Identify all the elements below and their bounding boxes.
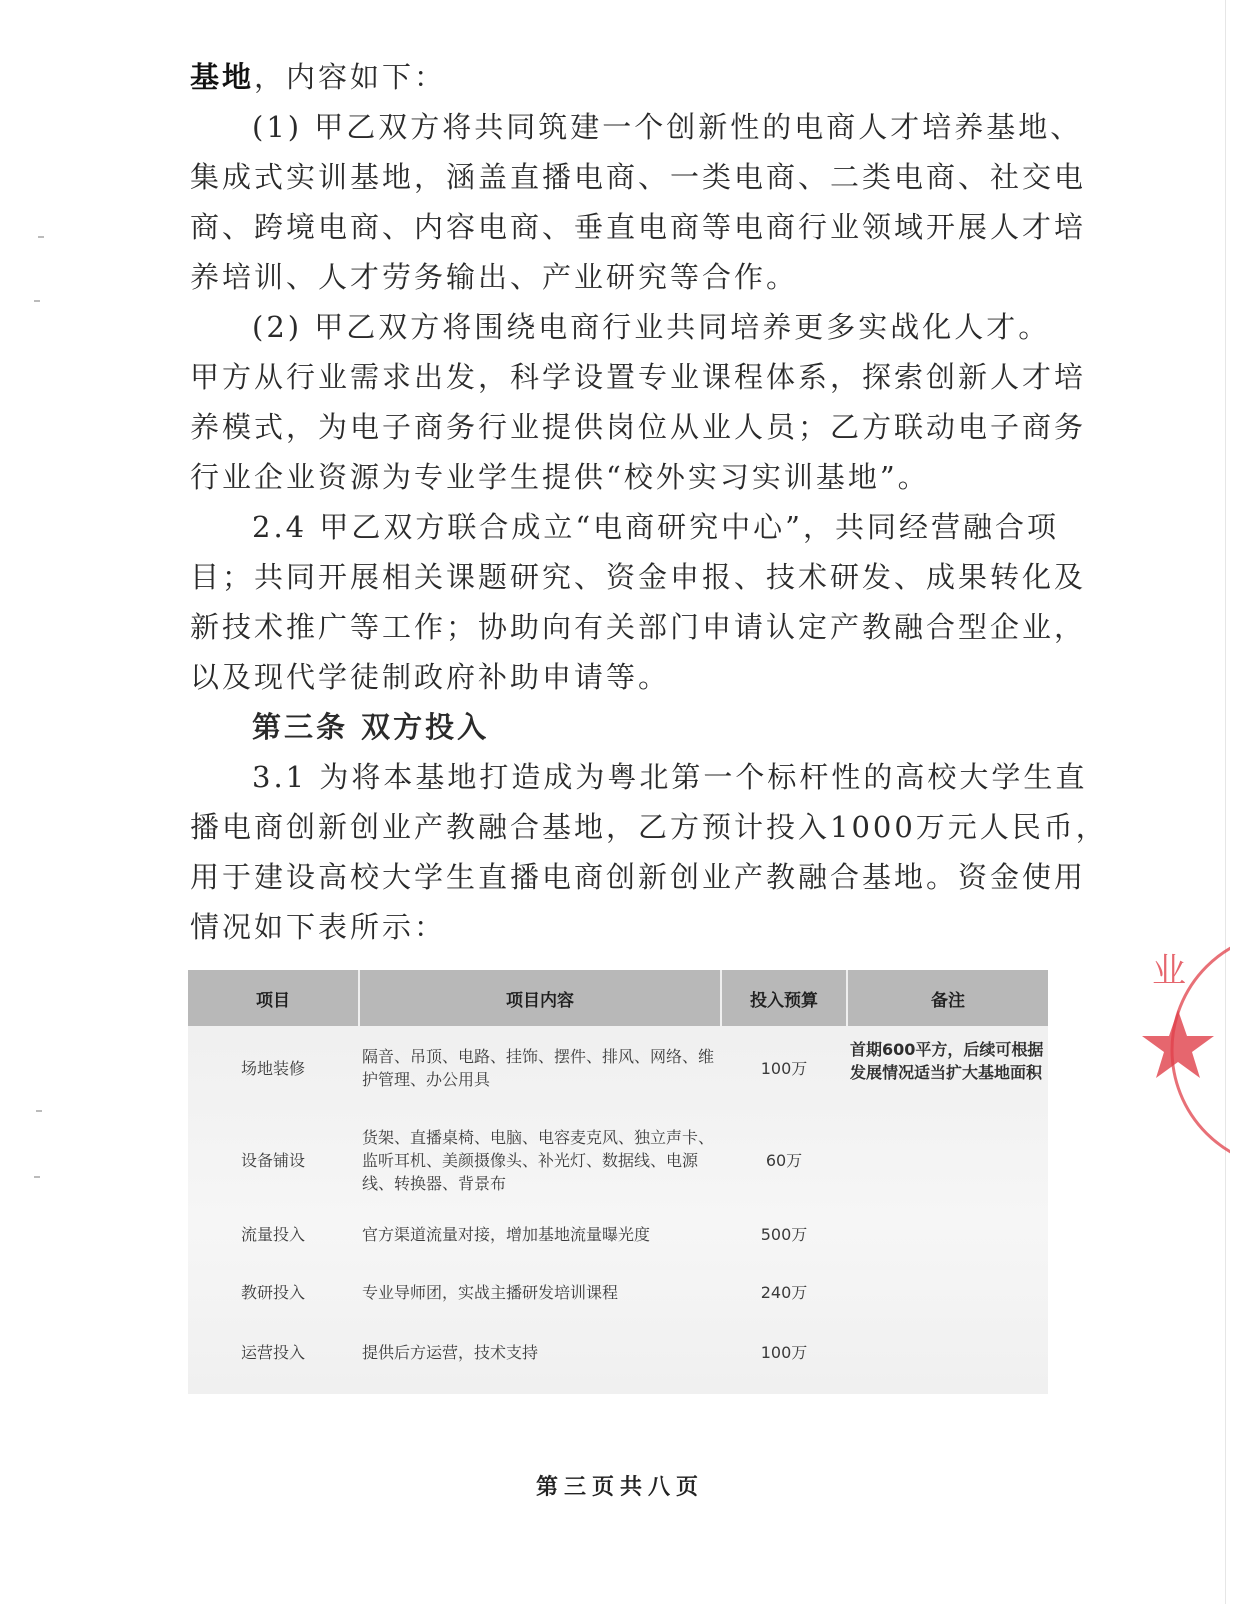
section-heading: 第三条 双方投入	[252, 710, 490, 744]
table-header-content: 项目内容	[360, 970, 720, 1026]
cell-budget: 60万	[765, 1150, 803, 1170]
cell-budget: 240万	[760, 1282, 808, 1302]
text-line: 商、跨境电商、内容电商、垂直电商等电商行业领域开展人才培	[190, 210, 1087, 244]
body-text	[190, 52, 1108, 952]
text-line: 行业企业资源为专业学生提供“校外实习实训基地”。	[190, 460, 930, 494]
cell-item: 流量投入	[240, 1224, 305, 1244]
text-line: 新技术推广等工作；协助向有关部门申请认定产教融合型企业，	[190, 610, 1087, 644]
cell-item: 场地装修	[240, 1058, 305, 1078]
table-header-item: 项目	[188, 970, 358, 1026]
cell-item: 设备铺设	[240, 1150, 305, 1170]
page-number: 第三页共八页	[535, 1475, 704, 1500]
text-line: 养培训、人才劳务输出、产业研究等合作。	[190, 260, 799, 294]
cell-content: 货架、直播桌椅、电脑、电容麦克风、独立声卡、监听耳机、美颜摄像头、补光灯、数据线、电源线、转换器、背景布	[362, 1127, 715, 1193]
cell-note	[850, 1272, 1046, 1312]
scan-speck	[34, 300, 40, 302]
cell-content: 提供后方运营，技术支持	[362, 1342, 539, 1362]
cell-item: 教研投入	[240, 1282, 305, 1302]
investment-table	[188, 970, 1048, 1394]
text-line: 以及现代学徒制政府补助申请等。	[190, 660, 671, 694]
text-line: 目；共同开展相关课题研究、资金申报、技术研发、成果转化及	[190, 560, 1087, 594]
text-line: 情况如下表所示：	[190, 910, 447, 944]
scan-speck	[38, 236, 44, 238]
page-edge	[1225, 0, 1226, 1604]
cell-note	[850, 1214, 1046, 1254]
text-line	[190, 52, 1030, 102]
cell-budget: 500万	[760, 1224, 808, 1244]
table-header-note: 备注	[848, 970, 1048, 1026]
text-line: (2) 甲乙双方将围绕电商行业共同培养更多实战化人才。	[252, 310, 1051, 344]
cell-budget: 100万	[760, 1342, 808, 1362]
text-line: 甲方从行业需求出发，科学设置专业课程体系，探索创新人才培	[190, 360, 1087, 394]
scan-speck	[34, 1176, 40, 1178]
cell-note: 首期600平方，后续可根据发展情况适当扩大基地面积	[850, 1040, 1044, 1082]
cell-note	[850, 1110, 1046, 1210]
bold-term: 基地	[190, 60, 255, 94]
scan-speck	[36, 1110, 42, 1112]
seal-graphic	[1140, 940, 1230, 1170]
text-line: 2.4 甲乙双方联合成立“电商研究中心”，共同经营融合项	[252, 510, 1059, 544]
svg-text:业: 业	[1152, 951, 1186, 991]
table-header-budget: 投入预算	[722, 970, 846, 1026]
cell-content: 隔音、吊顶、电路、挂饰、摆件、排风、网络、维护管理、办公用具	[362, 1047, 715, 1089]
text-line: 集成式实训基地，涵盖直播电商、一类电商、二类电商、社交电	[190, 160, 1087, 194]
cell-item: 运营投入	[240, 1342, 305, 1362]
text-line: 用于建设高校大学生直播电商创新创业产教融合基地。资金使用	[190, 860, 1087, 894]
text-line: (1) 甲乙双方将共同筑建一个创新性的电商人才培养基地、	[252, 110, 1083, 144]
cell-budget: 100万	[760, 1058, 808, 1078]
cell-content: 专业导师团，实战主播研发培训课程	[362, 1282, 619, 1302]
cell-note	[850, 1332, 1046, 1372]
text-line: 播电商创新创业产教融合基地，乙方预计投入1000万元人民币，	[190, 810, 1108, 844]
text-span: ，内容如下：	[254, 60, 447, 94]
text-line: 养模式，为电子商务行业提供岗位从业人员；乙方联动电子商务	[190, 410, 1087, 444]
red-seal-stamp	[1140, 940, 1230, 1170]
text-line: 3.1 为将本基地打造成为粤北第一个标杆性的高校大学生直	[252, 760, 1088, 794]
cell-content: 官方渠道流量对接，增加基地流量曝光度	[362, 1224, 651, 1244]
